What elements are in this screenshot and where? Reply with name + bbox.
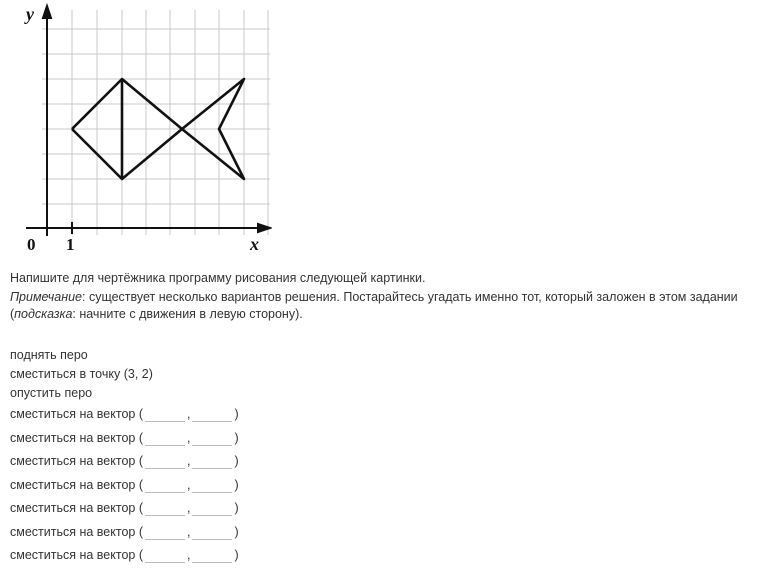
vector-x-input[interactable]: [145, 525, 185, 540]
cmd-move-by-vector: [10, 427, 239, 451]
cmd-move-by-vector: [10, 497, 239, 521]
vector-close: ): [234, 454, 239, 468]
vector-x-input[interactable]: [145, 431, 185, 446]
note-text: : существует несколько вариантов решения. Постарайтесь угадать именно тот, который заложен в этом задании: [82, 290, 738, 304]
hint-text: : начните с движения в левую сторону).: [72, 307, 303, 321]
hint-open: (: [10, 307, 15, 321]
vector-comma: ,: [187, 477, 191, 492]
vector-close: ): [234, 430, 239, 445]
vector-comma: ,: [187, 548, 191, 562]
vector-comma: ,: [187, 430, 191, 445]
cmd-move-by-vector: [10, 521, 239, 545]
grid: [42, 10, 270, 235]
vector-prefix: сместиться на вектор (: [10, 454, 143, 468]
task-note: [10, 289, 760, 323]
vector-prefix: сместиться на вектор (: [10, 548, 143, 562]
vector-prefix: сместиться на вектор (: [10, 477, 143, 492]
vector-y-input[interactable]: [192, 407, 232, 422]
vector-y-input[interactable]: [192, 548, 232, 563]
origin-label: 0: [27, 235, 36, 254]
vector-close: ): [234, 407, 239, 421]
cmd-move-by-vector: [10, 474, 239, 498]
vector-x-input[interactable]: [145, 407, 185, 422]
vector-comma: ,: [187, 501, 191, 515]
axis-x-label: x: [250, 234, 259, 254]
vector-rows: [10, 403, 239, 568]
vector-close: ): [234, 524, 239, 539]
cmd-move-by-vector: [10, 450, 239, 474]
vector-x-input[interactable]: [145, 548, 185, 563]
vector-x-input[interactable]: [145, 478, 185, 493]
vector-close: ): [234, 501, 239, 515]
vector-close: ): [234, 477, 239, 492]
cmd-pen-up: поднять перо: [10, 348, 88, 362]
vector-y-input[interactable]: [192, 478, 232, 493]
vector-y-input[interactable]: [192, 454, 232, 469]
vector-comma: ,: [187, 407, 191, 421]
vector-y-input[interactable]: [192, 431, 232, 446]
tick-label-1: 1: [66, 235, 75, 254]
task-text: Напишите для чертёжника программу рисования следующей картинки.: [10, 271, 426, 285]
vector-y-input[interactable]: [192, 501, 232, 516]
cmd-move-to-point: сместиться в точку (3, 2): [10, 367, 153, 381]
vector-y-input[interactable]: [192, 525, 232, 540]
vector-prefix: сместиться на вектор (: [10, 524, 143, 539]
vector-comma: ,: [187, 454, 191, 468]
vector-prefix: сместиться на вектор (: [10, 430, 143, 445]
note-label: Примечание: [10, 290, 82, 304]
cmd-move-by-vector: [10, 403, 239, 427]
vector-prefix: сместиться на вектор (: [10, 501, 143, 515]
axis-y-label: y: [26, 4, 34, 24]
command-list: [10, 346, 239, 568]
cmd-move-by-vector: [10, 544, 239, 568]
axes: [26, 6, 270, 236]
vector-comma: ,: [187, 524, 191, 539]
cmd-pen-down: опустить перо: [10, 386, 93, 400]
vector-prefix: сместиться на вектор (: [10, 407, 143, 421]
vector-x-input[interactable]: [145, 454, 185, 469]
vector-x-input[interactable]: [145, 501, 185, 516]
fish-drawing-figure: [12, 0, 272, 262]
hint-label: подсказка: [14, 307, 73, 321]
vector-close: ): [234, 548, 239, 562]
